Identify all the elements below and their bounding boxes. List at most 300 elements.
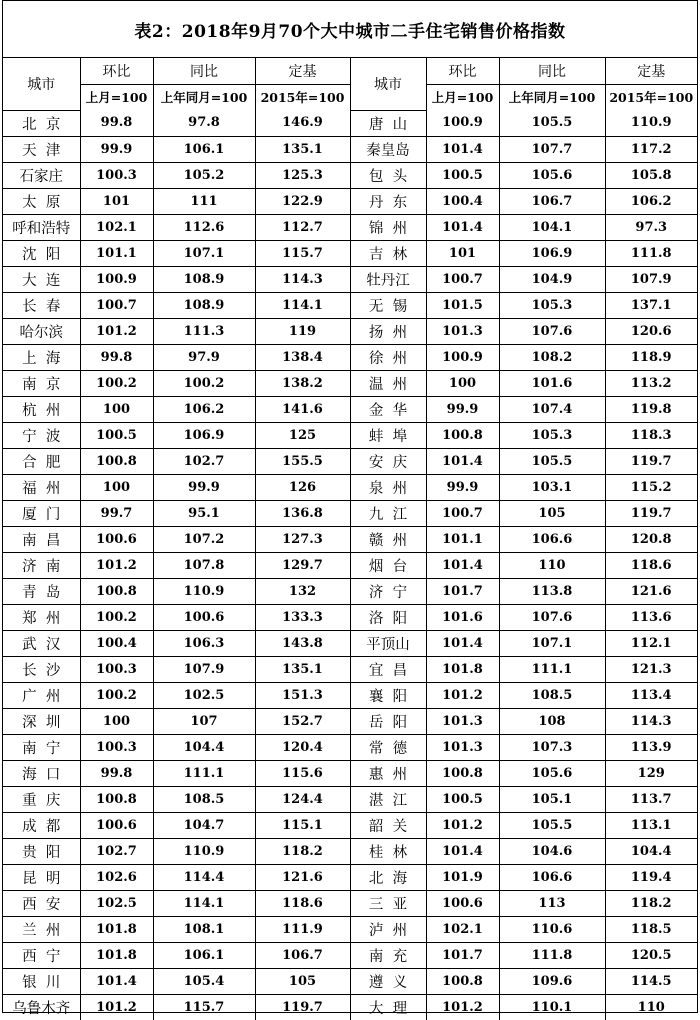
cell-yoy-left: 102.7 [153, 448, 255, 474]
header-city-left: 城市 [3, 58, 80, 110]
cell-city-right: 湛 江 [350, 786, 426, 812]
header-yoy-left: 同比 [153, 58, 255, 84]
cell-mom-right: 99.9 [426, 474, 499, 500]
cell-mom-right: 101.4 [426, 630, 499, 656]
cell-mom-left: 101.2 [80, 994, 153, 1020]
cell-yoy-right: 107.3 [499, 734, 605, 760]
cell-base-left: 119.7 [255, 994, 350, 1020]
cell-mom-right: 101.6 [426, 604, 499, 630]
cell-city-right: 大 理 [350, 994, 426, 1020]
cell-city-left: 石家庄 [3, 162, 80, 188]
cell-base-left: 106.7 [255, 942, 350, 968]
cell-yoy-left: 107.1 [153, 240, 255, 266]
cell-city-right: 遵 义 [350, 968, 426, 994]
cell-base-left: 114.1 [255, 292, 350, 318]
header-base-right: 定基 [605, 58, 697, 84]
table-row [3, 890, 697, 916]
cell-yoy-right: 108 [499, 708, 605, 734]
subheader-mom-right: 上月=100 [426, 84, 499, 110]
cell-yoy-right: 106.6 [499, 864, 605, 890]
cell-mom-left: 100.4 [80, 630, 153, 656]
cell-city-right: 泸 州 [350, 916, 426, 942]
cell-yoy-left: 102.5 [153, 682, 255, 708]
cell-mom-left: 100.6 [80, 526, 153, 552]
cell-mom-right: 100.6 [426, 890, 499, 916]
cell-yoy-left: 95.1 [153, 500, 255, 526]
cell-city-left: 昆 明 [3, 864, 80, 890]
cell-mom-left: 100 [80, 708, 153, 734]
table-row [3, 630, 697, 656]
cell-base-right: 118.6 [605, 552, 697, 578]
cell-yoy-left: 97.9 [153, 344, 255, 370]
cell-base-left: 122.9 [255, 188, 350, 214]
cell-city-right: 九 江 [350, 500, 426, 526]
cell-base-right: 118.9 [605, 344, 697, 370]
cell-base-left: 111.9 [255, 916, 350, 942]
cell-base-right: 114.5 [605, 968, 697, 994]
cell-base-right: 113.6 [605, 604, 697, 630]
cell-city-right: 济 宁 [350, 578, 426, 604]
cell-city-right: 唐 山 [350, 110, 426, 136]
cell-yoy-left: 111 [153, 188, 255, 214]
cell-mom-left: 100.3 [80, 656, 153, 682]
cell-base-right: 106.2 [605, 188, 697, 214]
cell-yoy-right: 105.1 [499, 786, 605, 812]
cell-yoy-left: 108.5 [153, 786, 255, 812]
cell-mom-left: 100.2 [80, 604, 153, 630]
cell-yoy-right: 105.3 [499, 422, 605, 448]
cell-base-right: 104.4 [605, 838, 697, 864]
table-row [3, 682, 697, 708]
cell-base-left: 135.1 [255, 656, 350, 682]
cell-base-left: 125.3 [255, 162, 350, 188]
cell-city-right: 金 华 [350, 396, 426, 422]
cell-base-right: 119.7 [605, 448, 697, 474]
cell-mom-left: 99.8 [80, 110, 153, 136]
table-row [3, 578, 697, 604]
cell-city-left: 银 川 [3, 968, 80, 994]
cell-mom-left: 100.8 [80, 448, 153, 474]
cell-yoy-right: 108.2 [499, 344, 605, 370]
cell-city-left: 海 口 [3, 760, 80, 786]
cell-base-right: 113.9 [605, 734, 697, 760]
cell-city-left: 广 州 [3, 682, 80, 708]
cell-mom-left: 100.8 [80, 786, 153, 812]
cell-base-left: 115.1 [255, 812, 350, 838]
cell-base-left: 115.7 [255, 240, 350, 266]
cell-mom-left: 100.6 [80, 812, 153, 838]
cell-mom-left: 100.2 [80, 682, 153, 708]
cell-yoy-left: 114.1 [153, 890, 255, 916]
cell-base-left: 119 [255, 318, 350, 344]
cell-city-left: 呼和浩特 [3, 214, 80, 240]
cell-city-left: 青 岛 [3, 578, 80, 604]
cell-city-right: 宜 昌 [350, 656, 426, 682]
cell-city-left: 北 京 [3, 110, 80, 136]
header-mom-left: 环比 [80, 58, 153, 84]
cell-base-right: 113.7 [605, 786, 697, 812]
cell-base-left: 132 [255, 578, 350, 604]
cell-city-right: 牡丹江 [350, 266, 426, 292]
table-row [3, 708, 697, 734]
table-row [3, 292, 697, 318]
table-row [3, 110, 697, 136]
cell-mom-right: 101.7 [426, 942, 499, 968]
cell-city-right: 秦皇岛 [350, 136, 426, 162]
cell-city-left: 武 汉 [3, 630, 80, 656]
cell-yoy-right: 105.5 [499, 448, 605, 474]
cell-yoy-right: 107.1 [499, 630, 605, 656]
cell-base-left: 121.6 [255, 864, 350, 890]
table-row [3, 318, 697, 344]
cell-mom-right: 100.7 [426, 266, 499, 292]
cell-base-left: 138.4 [255, 344, 350, 370]
cell-mom-right: 101.4 [426, 448, 499, 474]
cell-city-left: 西 宁 [3, 942, 80, 968]
cell-mom-right: 101.2 [426, 994, 499, 1020]
table-row [3, 136, 697, 162]
cell-mom-right: 101.4 [426, 552, 499, 578]
cell-base-right: 115.2 [605, 474, 697, 500]
table-row [3, 760, 697, 786]
cell-yoy-left: 106.9 [153, 422, 255, 448]
price-index-table [3, 58, 697, 1020]
cell-base-left: 105 [255, 968, 350, 994]
cell-yoy-left: 100.6 [153, 604, 255, 630]
table-row [3, 396, 697, 422]
cell-mom-left: 101.8 [80, 942, 153, 968]
cell-yoy-left: 106.2 [153, 396, 255, 422]
cell-mom-left: 100.8 [80, 578, 153, 604]
cell-city-left: 厦 门 [3, 500, 80, 526]
cell-yoy-left: 112.6 [153, 214, 255, 240]
cell-city-left: 哈尔滨 [3, 318, 80, 344]
table-row [3, 916, 697, 942]
cell-base-right: 110.9 [605, 110, 697, 136]
cell-base-left: 129.7 [255, 552, 350, 578]
cell-city-left: 合 肥 [3, 448, 80, 474]
cell-mom-left: 99.8 [80, 344, 153, 370]
cell-yoy-right: 108.5 [499, 682, 605, 708]
cell-base-left: 135.1 [255, 136, 350, 162]
cell-yoy-left: 115.7 [153, 994, 255, 1020]
cell-base-right: 113.1 [605, 812, 697, 838]
table-row [3, 864, 697, 890]
cell-yoy-left: 111.3 [153, 318, 255, 344]
cell-yoy-left: 105.2 [153, 162, 255, 188]
cell-mom-right: 100.5 [426, 162, 499, 188]
cell-city-left: 济 南 [3, 552, 80, 578]
cell-mom-right: 100.8 [426, 968, 499, 994]
table-row [3, 188, 697, 214]
cell-city-left: 天 津 [3, 136, 80, 162]
cell-mom-right: 101.2 [426, 812, 499, 838]
cell-mom-right: 100 [426, 370, 499, 396]
cell-base-left: 155.5 [255, 448, 350, 474]
table-row [3, 344, 697, 370]
cell-city-left: 大 连 [3, 266, 80, 292]
cell-yoy-left: 105.4 [153, 968, 255, 994]
cell-base-left: 112.7 [255, 214, 350, 240]
cell-base-left: 143.8 [255, 630, 350, 656]
cell-yoy-left: 111.1 [153, 760, 255, 786]
cell-base-left: 118.2 [255, 838, 350, 864]
cell-base-right: 137.1 [605, 292, 697, 318]
cell-mom-left: 99.8 [80, 760, 153, 786]
cell-city-right: 赣 州 [350, 526, 426, 552]
cell-city-left: 长 沙 [3, 656, 80, 682]
cell-mom-right: 102.1 [426, 916, 499, 942]
cell-base-right: 120.5 [605, 942, 697, 968]
cell-mom-left: 100.3 [80, 162, 153, 188]
cell-yoy-left: 100.2 [153, 370, 255, 396]
cell-mom-left: 100.3 [80, 734, 153, 760]
cell-yoy-left: 104.4 [153, 734, 255, 760]
cell-city-right: 丹 东 [350, 188, 426, 214]
cell-mom-right: 101.7 [426, 578, 499, 604]
cell-city-right: 温 州 [350, 370, 426, 396]
cell-yoy-left: 107 [153, 708, 255, 734]
cell-yoy-left: 108.1 [153, 916, 255, 942]
table-row [3, 214, 697, 240]
cell-mom-left: 100 [80, 474, 153, 500]
cell-yoy-right: 105.5 [499, 110, 605, 136]
cell-yoy-left: 106.1 [153, 136, 255, 162]
cell-mom-left: 101.2 [80, 552, 153, 578]
cell-mom-right: 100.9 [426, 110, 499, 136]
cell-city-right: 南 充 [350, 942, 426, 968]
header-yoy-right: 同比 [499, 58, 605, 84]
cell-city-left: 贵 阳 [3, 838, 80, 864]
cell-yoy-right: 113.8 [499, 578, 605, 604]
cell-city-left: 兰 州 [3, 916, 80, 942]
cell-base-right: 120.8 [605, 526, 697, 552]
cell-base-left: 152.7 [255, 708, 350, 734]
cell-mom-right: 101.8 [426, 656, 499, 682]
cell-city-left: 福 州 [3, 474, 80, 500]
cell-base-right: 118.5 [605, 916, 697, 942]
cell-yoy-right: 106.9 [499, 240, 605, 266]
table-row [3, 838, 697, 864]
table-row [3, 812, 697, 838]
cell-mom-right: 101.3 [426, 318, 499, 344]
cell-mom-left: 99.7 [80, 500, 153, 526]
cell-base-right: 111.8 [605, 240, 697, 266]
cell-city-left: 南 宁 [3, 734, 80, 760]
cell-base-right: 120.6 [605, 318, 697, 344]
cell-city-right: 惠 州 [350, 760, 426, 786]
cell-city-left: 上 海 [3, 344, 80, 370]
table-title: 表2：2018年9月70个大中城市二手住宅销售价格指数 [3, 1, 697, 58]
cell-city-right: 锦 州 [350, 214, 426, 240]
cell-base-right: 107.9 [605, 266, 697, 292]
table-row [3, 162, 697, 188]
cell-mom-right: 100.7 [426, 500, 499, 526]
cell-yoy-right: 105.3 [499, 292, 605, 318]
cell-city-left: 南 昌 [3, 526, 80, 552]
cell-yoy-left: 104.7 [153, 812, 255, 838]
cell-mom-left: 101.2 [80, 318, 153, 344]
cell-mom-left: 100.7 [80, 292, 153, 318]
cell-city-right: 泉 州 [350, 474, 426, 500]
cell-city-left: 成 都 [3, 812, 80, 838]
cell-base-left: 127.3 [255, 526, 350, 552]
cell-yoy-right: 110.6 [499, 916, 605, 942]
cell-mom-right: 101.4 [426, 214, 499, 240]
cell-city-right: 吉 林 [350, 240, 426, 266]
cell-mom-right: 101.9 [426, 864, 499, 890]
cell-yoy-left: 110.9 [153, 578, 255, 604]
cell-base-left: 120.4 [255, 734, 350, 760]
cell-mom-left: 100.5 [80, 422, 153, 448]
cell-mom-left: 100.2 [80, 370, 153, 396]
cell-yoy-right: 109.6 [499, 968, 605, 994]
cell-base-left: 138.2 [255, 370, 350, 396]
cell-city-left: 重 庆 [3, 786, 80, 812]
cell-base-left: 146.9 [255, 110, 350, 136]
cell-mom-right: 101.4 [426, 838, 499, 864]
cell-yoy-left: 99.9 [153, 474, 255, 500]
table-row [3, 448, 697, 474]
cell-base-right: 118.2 [605, 890, 697, 916]
cell-yoy-left: 108.9 [153, 292, 255, 318]
cell-city-right: 平顶山 [350, 630, 426, 656]
cell-yoy-left: 107.9 [153, 656, 255, 682]
table-row [3, 474, 697, 500]
cell-yoy-left: 114.4 [153, 864, 255, 890]
cell-city-right: 包 头 [350, 162, 426, 188]
cell-city-right: 桂 林 [350, 838, 426, 864]
cell-yoy-left: 106.1 [153, 942, 255, 968]
cell-city-left: 长 春 [3, 292, 80, 318]
cell-city-left: 西 安 [3, 890, 80, 916]
cell-base-right: 119.4 [605, 864, 697, 890]
cell-base-right: 129 [605, 760, 697, 786]
cell-mom-right: 100.4 [426, 188, 499, 214]
header-city-right: 城市 [350, 58, 426, 110]
cell-mom-left: 101.4 [80, 968, 153, 994]
cell-city-right: 蚌 埠 [350, 422, 426, 448]
cell-city-right: 烟 台 [350, 552, 426, 578]
cell-base-right: 119.8 [605, 396, 697, 422]
cell-yoy-right: 107.6 [499, 318, 605, 344]
cell-base-left: 118.6 [255, 890, 350, 916]
cell-mom-left: 101.1 [80, 240, 153, 266]
cell-mom-right: 100.8 [426, 422, 499, 448]
cell-base-left: 115.6 [255, 760, 350, 786]
cell-city-left: 郑 州 [3, 604, 80, 630]
cell-yoy-right: 103.1 [499, 474, 605, 500]
cell-yoy-right: 110 [499, 552, 605, 578]
cell-base-left: 136.8 [255, 500, 350, 526]
table-row [3, 240, 697, 266]
cell-base-left: 141.6 [255, 396, 350, 422]
cell-city-left: 乌鲁木齐 [3, 994, 80, 1020]
cell-base-right: 121.6 [605, 578, 697, 604]
cell-base-left: 125 [255, 422, 350, 448]
cell-city-left: 宁 波 [3, 422, 80, 448]
subheader-yoy-left: 上年同月=100 [153, 84, 255, 110]
cell-yoy-right: 107.4 [499, 396, 605, 422]
table-body [3, 110, 697, 1020]
cell-yoy-left: 110.9 [153, 838, 255, 864]
cell-yoy-right: 111.8 [499, 942, 605, 968]
cell-mom-right: 101.4 [426, 136, 499, 162]
cell-base-right: 113.4 [605, 682, 697, 708]
cell-yoy-right: 105.6 [499, 162, 605, 188]
cell-base-right: 112.1 [605, 630, 697, 656]
table-row [3, 266, 697, 292]
cell-base-right: 114.3 [605, 708, 697, 734]
subheader-yoy-right: 上年同月=100 [499, 84, 605, 110]
cell-mom-right: 100.9 [426, 344, 499, 370]
cell-city-left: 太 原 [3, 188, 80, 214]
cell-mom-right: 101.3 [426, 708, 499, 734]
cell-base-right: 121.3 [605, 656, 697, 682]
subheader-mom-left: 上月=100 [80, 84, 153, 110]
cell-yoy-left: 107.2 [153, 526, 255, 552]
cell-base-left: 126 [255, 474, 350, 500]
table-row [3, 734, 697, 760]
cell-yoy-right: 105 [499, 500, 605, 526]
cell-city-right: 无 锡 [350, 292, 426, 318]
cell-yoy-right: 107.7 [499, 136, 605, 162]
cell-yoy-right: 105.5 [499, 812, 605, 838]
cell-base-right: 118.3 [605, 422, 697, 448]
cell-base-right: 110 [605, 994, 697, 1020]
table-row [3, 552, 697, 578]
cell-yoy-right: 104.1 [499, 214, 605, 240]
cell-base-right: 97.3 [605, 214, 697, 240]
cell-mom-right: 101.2 [426, 682, 499, 708]
cell-city-right: 襄 阳 [350, 682, 426, 708]
table-row [3, 526, 697, 552]
cell-mom-right: 101.1 [426, 526, 499, 552]
cell-mom-left: 102.1 [80, 214, 153, 240]
cell-yoy-right: 106.7 [499, 188, 605, 214]
cell-base-right: 119.7 [605, 500, 697, 526]
cell-base-right: 113.2 [605, 370, 697, 396]
cell-city-right: 三 亚 [350, 890, 426, 916]
cell-yoy-right: 104.6 [499, 838, 605, 864]
subheader-base-left: 2015年=100 [255, 84, 350, 110]
cell-city-right: 徐 州 [350, 344, 426, 370]
cell-base-left: 114.3 [255, 266, 350, 292]
table-row [3, 370, 697, 396]
cell-mom-right: 99.9 [426, 396, 499, 422]
cell-city-right: 扬 州 [350, 318, 426, 344]
header-base-left: 定基 [255, 58, 350, 84]
table-row [3, 994, 697, 1020]
cell-yoy-right: 111.1 [499, 656, 605, 682]
cell-mom-left: 100 [80, 396, 153, 422]
cell-city-left: 南 京 [3, 370, 80, 396]
cell-yoy-right: 113 [499, 890, 605, 916]
cell-city-right: 洛 阳 [350, 604, 426, 630]
cell-mom-right: 100.8 [426, 760, 499, 786]
cell-city-left: 深 圳 [3, 708, 80, 734]
cell-yoy-right: 110.1 [499, 994, 605, 1020]
cell-city-left: 沈 阳 [3, 240, 80, 266]
table-row [3, 500, 697, 526]
cell-yoy-right: 107.6 [499, 604, 605, 630]
cell-base-left: 133.3 [255, 604, 350, 630]
cell-base-left: 151.3 [255, 682, 350, 708]
table-row [3, 786, 697, 812]
cell-yoy-left: 106.3 [153, 630, 255, 656]
cell-mom-left: 102.6 [80, 864, 153, 890]
table-row [3, 942, 697, 968]
